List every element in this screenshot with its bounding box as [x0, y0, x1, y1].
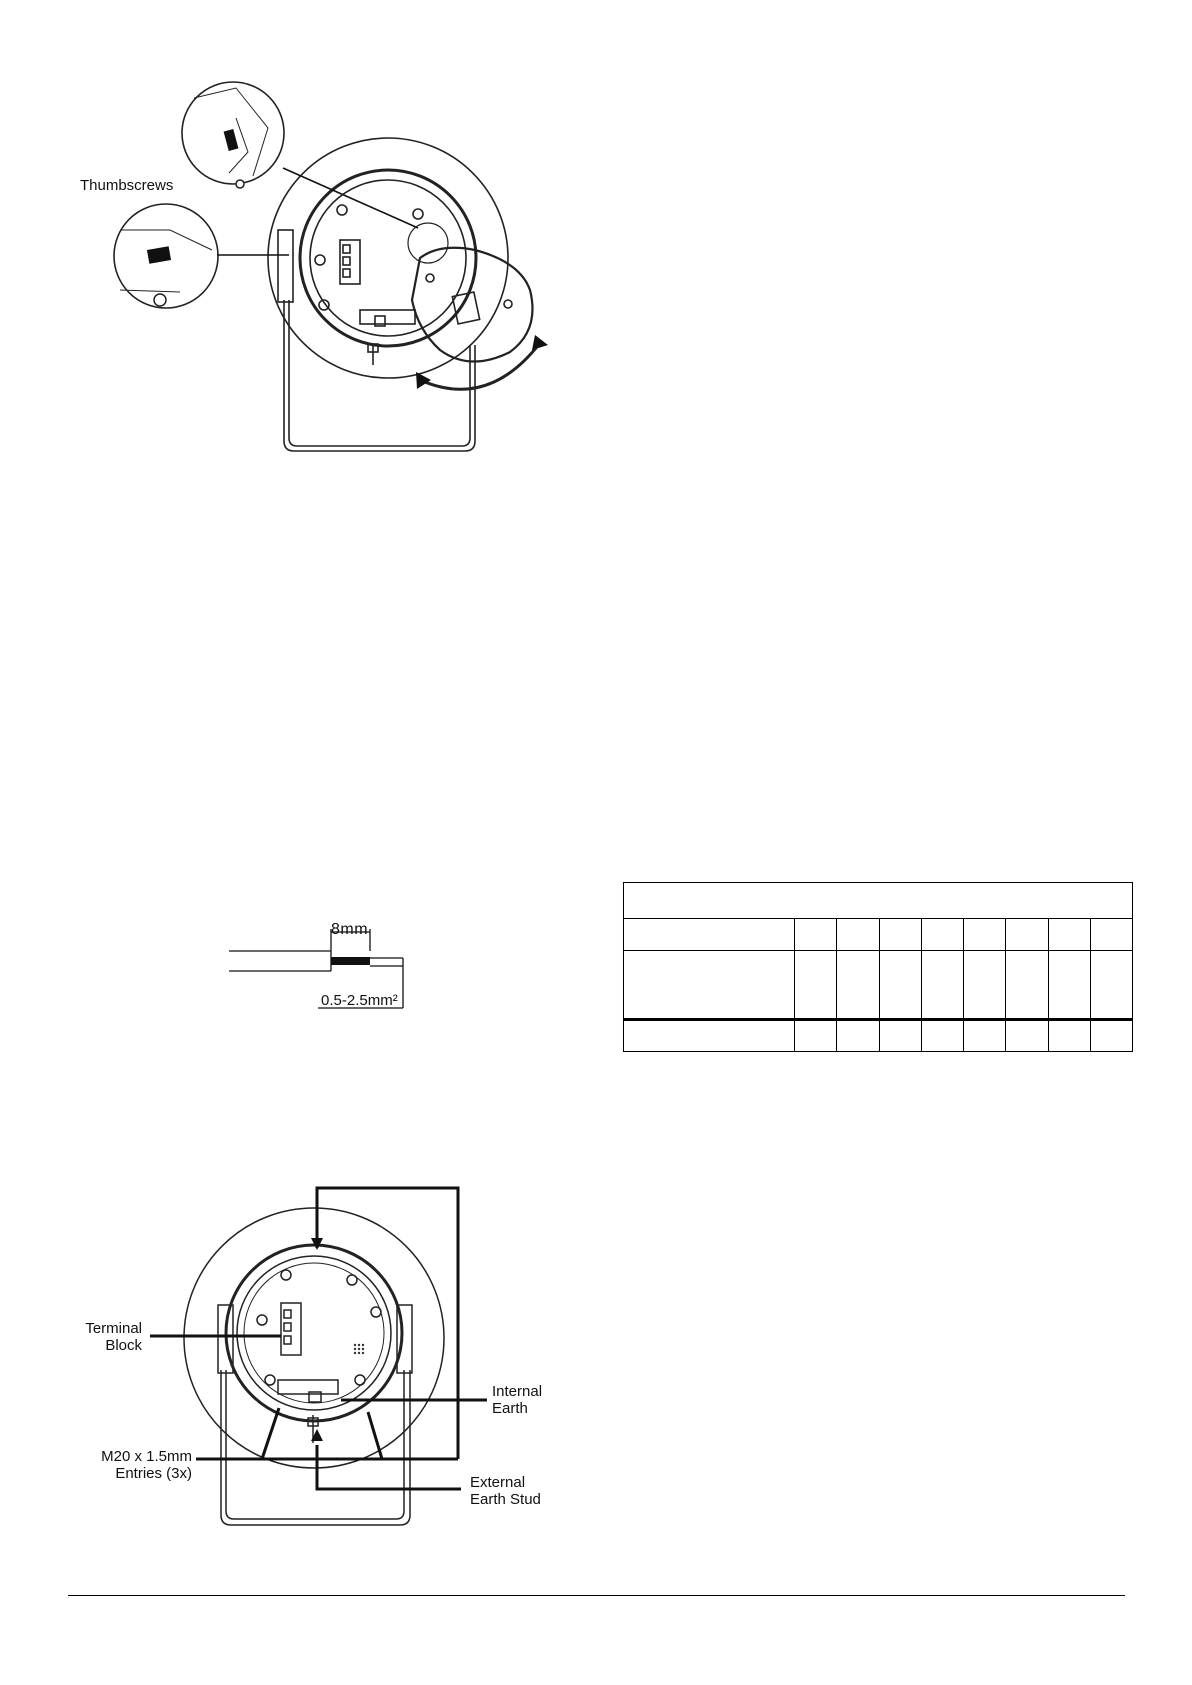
internal-earth-label-line2: Earth: [492, 1400, 528, 1417]
external-earth-label: [470, 1474, 541, 1508]
internal-earth-label-line1: Internal: [492, 1383, 543, 1400]
entries-label-line2: Entries (3x): [115, 1465, 192, 1482]
wire-size-label: 0.5-2.5mm²: [321, 992, 398, 1009]
entries-label-line1: M20 x 1.5mm: [101, 1448, 192, 1465]
thumbscrews-label: Thumbscrews: [80, 177, 174, 194]
strip-length-label: 8mm: [331, 921, 369, 938]
terminal-block-label-line2: Block: [105, 1337, 142, 1354]
external-earth-label-line1: External: [470, 1474, 526, 1491]
terminal-block-label-line1: Terminal: [85, 1320, 142, 1337]
internal-earth-label: [492, 1383, 542, 1417]
external-earth-label-line2: Earth Stud: [470, 1491, 541, 1508]
entries-label: [92, 1448, 192, 1482]
footer-rule: [68, 1595, 1125, 1596]
terminal-block-label: [82, 1320, 142, 1354]
